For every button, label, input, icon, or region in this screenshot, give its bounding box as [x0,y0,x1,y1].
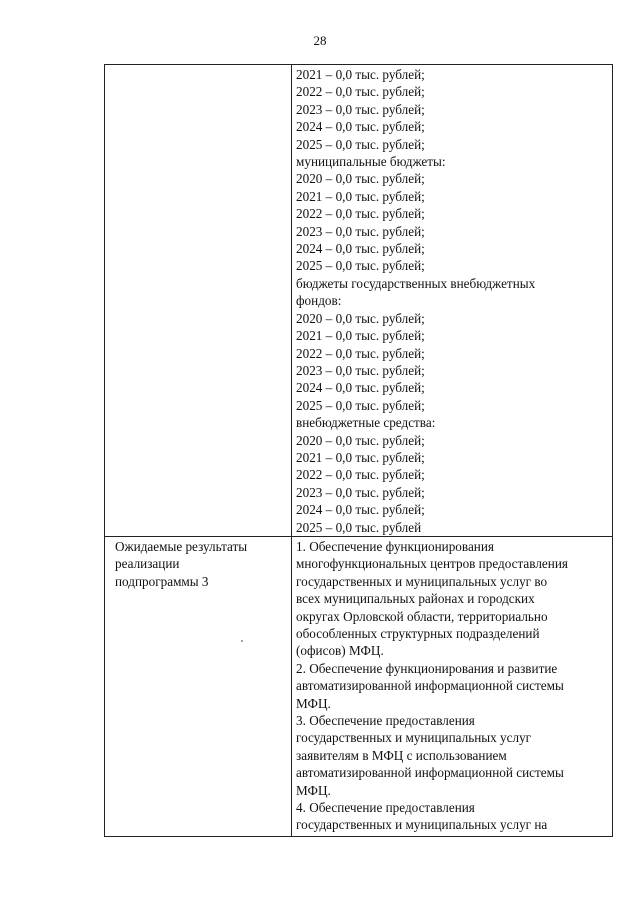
results-line: заявителям в МФЦ с использованием [296,747,507,763]
budget-line: 2025 – 0,0 тыс. рублей [296,519,422,535]
program-passport-table [104,64,613,837]
budget-line: бюджеты государственных внебюджетных [296,275,536,291]
budget-line: 2020 – 0,0 тыс. рублей; [296,432,425,448]
results-label-line: Ожидаемые результаты [115,538,248,554]
budget-line: 2020 – 0,0 тыс. рублей; [296,171,425,187]
budget-line: 2023 – 0,0 тыс. рублей; [296,101,425,117]
budget-line: 2025 – 0,0 тыс. рублей; [296,397,425,413]
results-line: 4. Обеспечение предоставления [296,800,475,816]
results-line: МФЦ. [296,782,331,798]
results-label-line: реализации [115,556,180,572]
budget-line: 2023 – 0,0 тыс. рублей; [296,484,425,500]
budget-line: 2020 – 0,0 тыс. рублей; [296,310,425,326]
results-line: (офисов) МФЦ. [296,643,384,659]
table-row-expected-results [105,536,613,836]
budget-label-cell [105,65,292,537]
scan-speck [241,640,243,642]
budget-line: 2023 – 0,0 тыс. рублей; [296,362,425,378]
results-line: государственных и муниципальных услуг [296,730,532,746]
results-line: МФЦ. [296,695,331,711]
results-line: автоматизированной информационной системы [296,765,564,781]
budget-line: 2021 – 0,0 тыс. рублей; [296,188,425,204]
budget-line: 2022 – 0,0 тыс. рублей; [296,84,425,100]
budget-line: 2024 – 0,0 тыс. рублей; [296,119,425,135]
results-line: 3. Обеспечение предоставления [296,713,475,729]
results-line: обособленных структурных подразделений [296,626,540,641]
results-line: 1. Обеспечение функционирования [296,538,494,554]
results-values-cell [292,536,613,836]
results-label-cell [105,536,292,836]
results-line: многофункциональных центров предоставления [296,556,568,572]
page-number: 28 [313,33,327,48]
budget-line: внебюджетные средства: [296,415,436,431]
results-line: 2. Обеспечение функционирования и развитие [296,660,558,676]
budget-line: 2024 – 0,0 тыс. рублей; [296,241,425,257]
budget-values-cell [292,65,613,537]
budget-line: 2021 – 0,0 тыс. рублей; [296,449,425,465]
results-label-line: подпрограммы 3 [115,573,209,589]
budget-line: муниципальные бюджеты: [296,154,446,170]
budget-line: 2024 – 0,0 тыс. рублей; [296,380,425,396]
results-line: всех муниципальных районах и городских [296,591,535,607]
results-line: округах Орловской области, территориально [296,608,548,624]
results-line: автоматизированной информационной системы [296,678,564,694]
budget-line: 2022 – 0,0 тыс. рублей; [296,345,425,361]
budget-line: 2021 – 0,0 тыс. рублей; [296,328,425,344]
budget-line: фондов: [296,293,342,309]
budget-line: 2025 – 0,0 тыс. рублей; [296,136,425,152]
table-row-budget [105,65,613,537]
budget-line: 2024 – 0,0 тыс. рублей; [296,502,425,518]
budget-line: 2021 – 0,0 тыс. рублей; [296,67,425,82]
results-line: государственных и муниципальных услуг во [296,573,548,589]
budget-line: 2022 – 0,0 тыс. рублей; [296,206,425,222]
results-line: государственных и муниципальных услуг на [296,817,548,833]
budget-line: 2025 – 0,0 тыс. рублей; [296,258,425,274]
budget-line: 2022 – 0,0 тыс. рублей; [296,467,425,483]
budget-line: 2023 – 0,0 тыс. рублей; [296,223,425,239]
